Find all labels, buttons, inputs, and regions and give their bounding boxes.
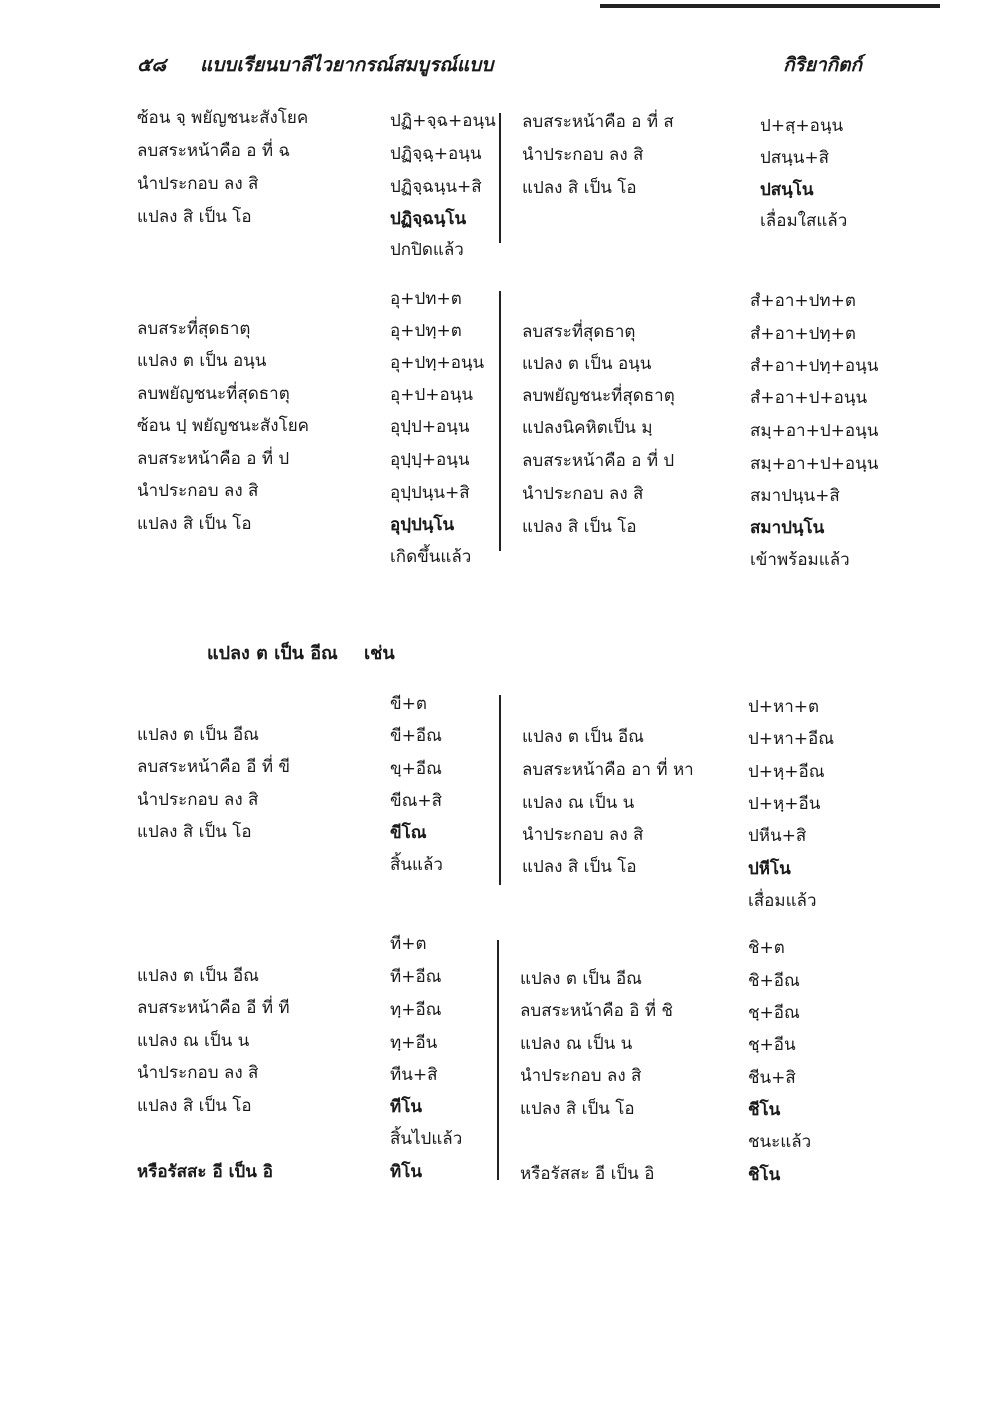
chapter-title: กิริยากิตก์	[783, 54, 862, 76]
right-step: หรือรัสสะ อี เป็น อิ	[520, 1164, 655, 1184]
left-step: ลบสระหน้าคือ อี ที่ ขี	[137, 757, 291, 777]
left-form: ขี+ต	[390, 694, 427, 714]
right-step: ลบสระหน้าคือ อา ที่ หา	[522, 760, 694, 780]
left-step: แปลง สิ เป็น โอ	[137, 1096, 252, 1116]
left-step: แปลง สิ เป็น โอ	[137, 822, 252, 842]
right-form: ปหีน+สิ	[748, 826, 807, 846]
left-meaning: เกิดขึ้นแล้ว	[390, 547, 472, 567]
right-step: แปลง ต เป็น อีณ	[522, 727, 644, 747]
right-meaning: ชนะแล้ว	[748, 1132, 812, 1152]
left-result: ขีโณ	[390, 823, 427, 843]
left-step: นำประกอบ ลง สิ	[137, 1063, 259, 1083]
left-form: อุ+ปทฺ+ต	[390, 321, 462, 341]
left-step: แปลง ณ เป็น น	[137, 1031, 250, 1051]
left-form: อุ+ปทฺ+อนฺน	[390, 353, 485, 373]
left-step: ซ้อน ปฺ พยัญชนะสังโยค	[137, 416, 310, 436]
right-meaning: เข้าพร้อมแล้ว	[750, 550, 850, 570]
subheading-text: แปลง ต เป็น อีณ	[207, 643, 338, 664]
right-step: แปลง สิ เป็น โอ	[522, 857, 637, 877]
left-step: แปลง สิ เป็น โอ	[137, 514, 252, 534]
left-form: ทีน+สิ	[390, 1065, 438, 1085]
right-form: ป+หา+อีณ	[748, 729, 835, 749]
right-step: ลบสระหน้าคือ อ ที่ ป	[522, 451, 675, 471]
left-step: นำประกอบ ลง สิ	[137, 174, 259, 194]
right-step: นำประกอบ ลง สิ	[522, 484, 644, 504]
right-form: ชิ+อีณ	[748, 971, 800, 991]
page-number: ๕๘	[137, 54, 167, 76]
right-step: แปลง ณ เป็น น	[520, 1034, 633, 1054]
right-form: สมาปนฺน+สิ	[750, 486, 840, 506]
right-form: สํ+อา+ปทฺ+ต	[750, 324, 856, 344]
column-divider	[497, 940, 499, 1180]
left-step: แปลง ต เป็น อนฺน	[137, 351, 267, 371]
right-alt-result: ชิโน	[748, 1165, 781, 1185]
left-result: อุปฺปนฺโน	[390, 515, 455, 535]
left-step: ลบสระหน้าคือ อี ที่ ที	[137, 998, 290, 1018]
left-meaning: สิ้นไปแล้ว	[390, 1129, 463, 1149]
right-step: ลบสระหน้าคือ อ ที่ ส	[522, 112, 674, 132]
left-step: ซ้อน จฺ พยัญชนะสังโยค	[137, 108, 309, 128]
right-form: ชฺ+อีณ	[748, 1003, 800, 1023]
right-step: แปลง ณ เป็น น	[522, 793, 635, 813]
left-form: ปฏิจฺฉฺ+อนฺน	[390, 144, 482, 164]
right-form: ป+หา+ต	[748, 697, 820, 717]
right-form: ป+สฺ+อนฺน	[760, 116, 844, 136]
right-meaning: เลื่อมใสแล้ว	[760, 211, 848, 231]
right-form: สมฺ+อา+ป+อนฺน	[750, 421, 879, 441]
right-step: นำประกอบ ลง สิ	[522, 145, 644, 165]
left-form: ขี+อีณ	[390, 726, 442, 746]
left-form: ที+ต	[390, 934, 427, 954]
left-form: ขฺ+อีณ	[390, 759, 442, 779]
left-form: อุ+ป+อนฺน	[390, 385, 473, 405]
right-form: ชิ+ต	[748, 938, 785, 958]
right-form: ชีน+สิ	[748, 1068, 796, 1088]
right-result: ปสนฺโน	[760, 180, 814, 200]
left-form: ที+อีณ	[390, 967, 442, 987]
right-step: ลบสระหน้าคือ อิ ที่ ชิ	[520, 1001, 673, 1021]
right-step: แปลง ต เป็น อีณ	[520, 969, 642, 989]
right-step: นำประกอบ ลง สิ	[522, 825, 644, 845]
book-title: แบบเรียนบาลีไวยากรณ์สมบูรณ์แบบ	[200, 54, 494, 76]
left-step: ลบสระที่สุดธาตุ	[137, 319, 251, 339]
left-step: ลบสระหน้าคือ อ ที่ ฉ	[137, 141, 291, 161]
left-form: ปฏิ+จฺฉ+อนฺน	[390, 111, 496, 131]
left-form: ปฏิจฺฉนฺน+สิ	[390, 177, 482, 197]
right-meaning: เสื่อมแล้ว	[748, 891, 817, 911]
left-form: อุปฺป+อนฺน	[390, 417, 470, 437]
right-result: สมาปนฺโน	[750, 518, 825, 538]
left-meaning: ปกปิดแล้ว	[390, 240, 464, 260]
right-step: ลบสระที่สุดธาตุ	[522, 322, 636, 342]
top-rule	[600, 4, 940, 8]
subheading	[207, 638, 415, 667]
subheading-example-label: เช่น	[364, 643, 395, 664]
right-result: ชีโน	[748, 1100, 781, 1120]
left-form: อุปฺปนฺน+สิ	[390, 483, 470, 503]
right-step: แปลง สิ เป็น โอ	[522, 517, 637, 537]
column-divider	[499, 695, 501, 885]
left-step: แปลง สิ เป็น โอ	[137, 207, 252, 227]
column-divider	[499, 113, 501, 243]
left-step: แปลง ต เป็น อีณ	[137, 966, 259, 986]
left-step: หรือรัสสะ อี เป็น อิ	[137, 1162, 273, 1182]
left-step: นำประกอบ ลง สิ	[137, 790, 259, 810]
right-form: สมฺ+อา+ป+อนฺน	[750, 454, 879, 474]
left-step: ลบสระหน้าคือ อ ที่ ป	[137, 449, 290, 469]
right-step: แปลง สิ เป็น โอ	[522, 178, 637, 198]
right-result: ปหีโน	[748, 859, 791, 879]
right-step: แปลงนิคหิตเป็น มฺ	[522, 418, 653, 438]
left-step: นำประกอบ ลง สิ	[137, 481, 259, 501]
right-step: แปลง ต เป็น อนฺน	[522, 354, 652, 374]
left-meaning: สิ้นแล้ว	[390, 855, 443, 875]
right-form: สํ+อา+ปทฺ+อนฺน	[750, 356, 879, 376]
left-form: ทฺ+อีน	[390, 1033, 438, 1053]
column-divider	[499, 291, 501, 551]
left-form: อุ+ปท+ต	[390, 289, 462, 309]
right-form: สํ+อา+ปท+ต	[750, 291, 856, 311]
right-step: ลบพยัญชนะที่สุดธาตุ	[522, 386, 675, 406]
right-form: ปสนฺน+สิ	[760, 148, 830, 168]
left-result: ปฏิจฺฉนฺโน	[390, 209, 467, 229]
right-step: นำประกอบ ลง สิ	[520, 1066, 642, 1086]
left-step: ลบพยัญชนะที่สุดธาตุ	[137, 384, 290, 404]
left-form: อุปฺปฺ+อนฺน	[390, 450, 470, 470]
left-step: แปลง ต เป็น อีณ	[137, 725, 259, 745]
right-step: แปลง สิ เป็น โอ	[520, 1099, 635, 1119]
right-form: ชฺ+อีน	[748, 1035, 796, 1055]
right-form: สํ+อา+ป+อนฺน	[750, 388, 868, 408]
left-alt-result: ทิโน	[390, 1162, 422, 1182]
left-result: ทีโน	[390, 1097, 422, 1117]
right-form: ป+หฺ+อีน	[748, 794, 821, 814]
right-form: ป+หฺ+อีณ	[748, 762, 825, 782]
left-form: ทฺ+อีณ	[390, 1000, 442, 1020]
left-form: ขีณ+สิ	[390, 791, 443, 811]
